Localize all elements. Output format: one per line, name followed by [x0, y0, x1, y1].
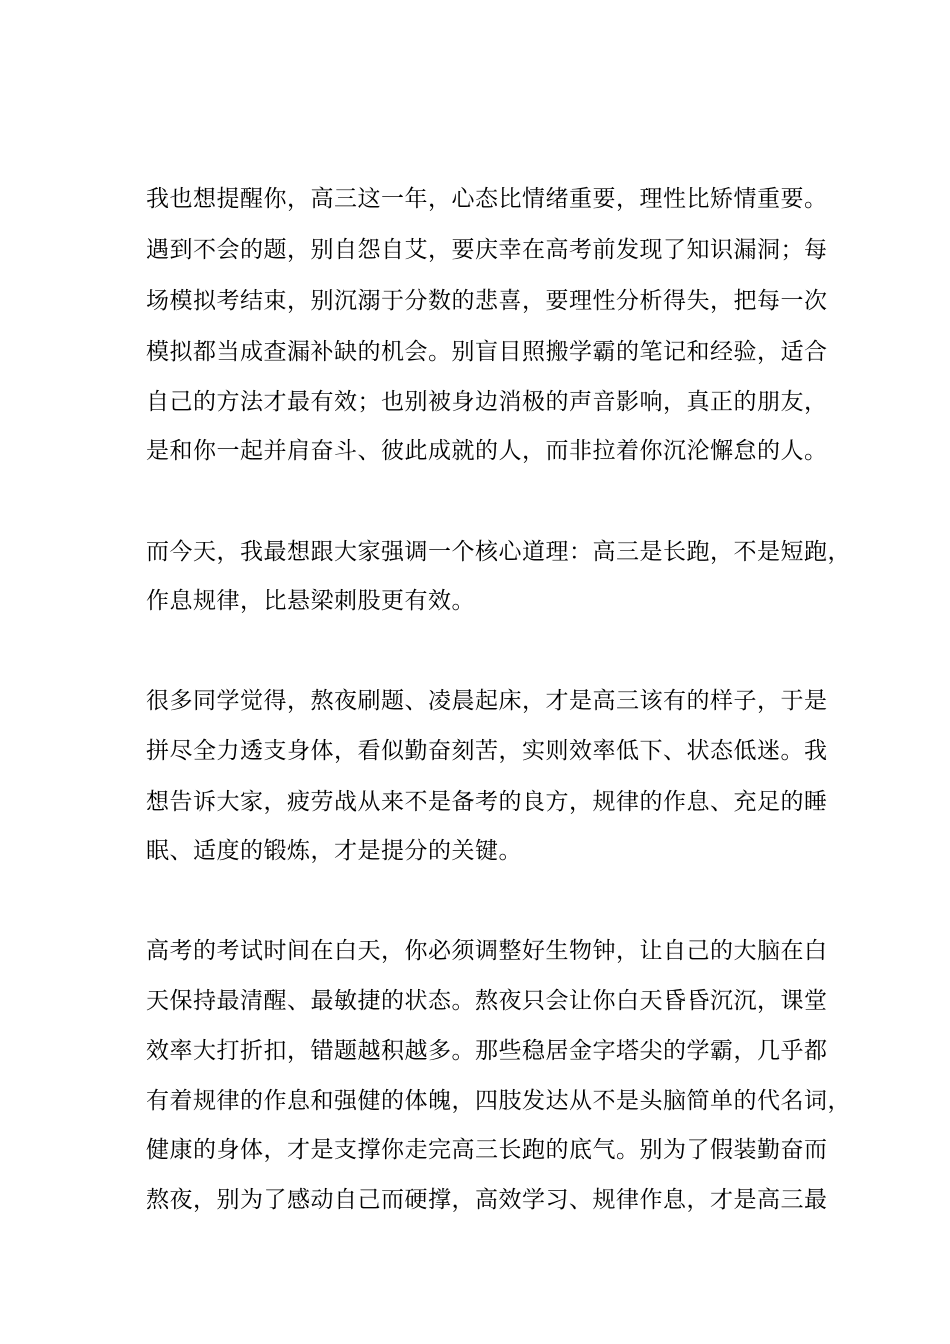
paragraph-1-line-2: 遇到不会的题，别自怨自艾，要庆幸在高考前发现了知识漏洞；每 — [146, 237, 828, 263]
paragraph-4-line-4: 有着规律的作息和强健的体魄，四肢发达从不是头脑简单的代名词， — [146, 1088, 851, 1114]
paragraph-3-line-4: 眠、适度的锻炼，才是提分的关键。 — [146, 838, 522, 864]
paragraph-4-line-3: 效率大打折扣，错题越积越多。那些稳居金字塔尖的学霸，几乎都 — [146, 1038, 828, 1064]
paragraph-1-line-6: 是和你一起并肩奋斗、彼此成就的人，而非拉着你沉沦懈怠的人。 — [146, 438, 828, 464]
paragraph-4-line-1: 高考的考试时间在白天，你必须调整好生物钟，让自己的大脑在白 — [146, 938, 828, 964]
paragraph-1-line-1: 我也想提醒你，高三这一年，心态比情绪重要，理性比矫情重要。 — [146, 186, 828, 212]
paragraph-4-line-2: 天保持最清醒、最敏捷的状态。熬夜只会让你白天昏昏沉沉，课堂 — [146, 988, 828, 1014]
paragraph-3-line-2: 拼尽全力透支身体，看似勤奋刻苦，实则效率低下、状态低迷。我 — [146, 738, 828, 764]
paragraph-4-line-6: 熬夜，别为了感动自己而硬撑，高效学习、规律作息，才是高三最 — [146, 1187, 828, 1213]
paragraph-2-line-2: 作息规律，比悬梁刺股更有效。 — [146, 588, 475, 614]
paragraph-1-line-3: 场模拟考结束，别沉溺于分数的悲喜，要理性分析得失，把每一次 — [146, 288, 828, 314]
paragraph-3-line-3: 想告诉大家，疲劳战从来不是备考的良方，规律的作息、充足的睡 — [146, 789, 828, 815]
paragraph-2-line-1: 而今天，我最想跟大家强调一个核心道理：高三是长跑，不是短跑， — [146, 539, 851, 565]
paragraph-1-line-4: 模拟都当成查漏补缺的机会。别盲目照搬学霸的笔记和经验，适合 — [146, 339, 828, 365]
paragraph-1-line-5: 自己的方法才最有效；也别被身边消极的声音影响，真正的朋友， — [146, 389, 828, 415]
paragraph-4-line-5: 健康的身体，才是支撑你走完高三长跑的底气。别为了假装勤奋而 — [146, 1137, 828, 1163]
paragraph-3-line-1: 很多同学觉得，熬夜刷题、凌晨起床，才是高三该有的样子，于是 — [146, 688, 828, 714]
